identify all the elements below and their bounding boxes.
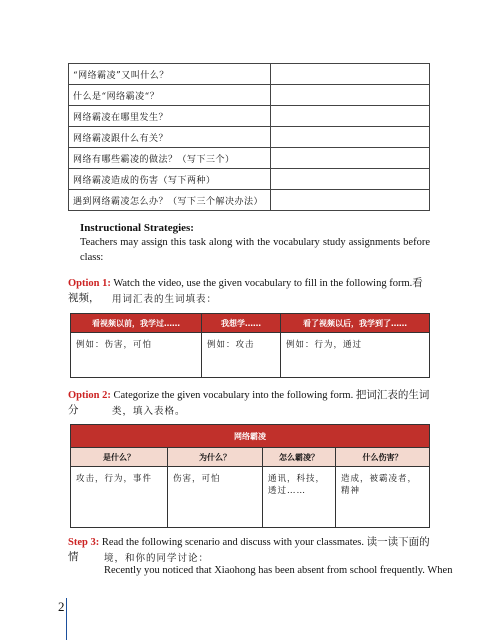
question-row (69, 106, 430, 127)
option2-cell: 通讯，科技，透过…… (263, 467, 336, 528)
option2-cell: 伤害，可怕 (168, 467, 263, 528)
questions-table (68, 63, 430, 211)
answer-cell (271, 169, 430, 190)
answer-cell (271, 106, 430, 127)
answer-cell (271, 127, 430, 148)
step3-text: Read the following scenario and discuss with your classmates. 读一读下面的情 (68, 537, 430, 563)
option2-header: 什么伤害？ (336, 448, 430, 467)
option1-table (70, 313, 430, 378)
option2-text: Categorize the given vocabulary into the following form. 把词汇表的生词分 (68, 390, 430, 416)
question-row (69, 190, 430, 211)
question-cell: 网络霸凌在哪里发生？ (69, 106, 271, 127)
option1-cell: 例如：攻击 (202, 333, 281, 378)
step3-text2: Recently you noticed that Xiaohong has been absent from school frequently. When (104, 565, 453, 576)
option1-cell: 例如：伤害，可怕 (71, 333, 202, 378)
step3-label: Step 3: (68, 537, 100, 548)
question-row (69, 85, 430, 106)
answer-cell (271, 148, 430, 169)
question-row (69, 127, 430, 148)
question-row (69, 169, 430, 190)
option1-cell: 例如：行为，通过 (281, 333, 430, 378)
option2-header: 为什么？ (168, 448, 263, 467)
option1-header: 看视频以前，我学过…… (71, 314, 202, 333)
answer-cell (271, 64, 430, 85)
option1-text: Watch the video, use the given vocabulary to fill in the following form.看视频， (68, 278, 423, 304)
step3-text-cn: 境，和你的同学讨论： (104, 554, 210, 564)
question-cell: “网络霸凌”又叫什么？ (69, 64, 271, 85)
page-number: 2 (58, 599, 65, 614)
question-cell: 网络霸凌跟什么有关？ (69, 127, 271, 148)
option1-header: 看了视频以后，我学到了…… (281, 314, 430, 333)
option2-header: 是什么？ (71, 448, 168, 467)
option2-cell: 造成，被霸凌者，精神 (336, 467, 430, 528)
margin-rule (66, 598, 67, 640)
question-row (69, 64, 430, 85)
question-cell: 网络霸凌造成的伤害（写下两种） (69, 169, 271, 190)
answer-cell (271, 85, 430, 106)
answer-cell (271, 190, 430, 211)
option2-cell: 攻击，行为，事件 (71, 467, 168, 528)
option2-title: 网络霸凌 (71, 425, 430, 448)
option1-text-cn: 用词汇表的生词填表： (112, 295, 218, 305)
option2-header: 怎么霸凌？ (263, 448, 336, 467)
question-cell: 什么是“网络霸凌“？ (69, 85, 271, 106)
question-row (69, 148, 430, 169)
option1-header: 我想学…… (202, 314, 281, 333)
option2-table (70, 424, 430, 528)
option1-label: Option 1: (68, 278, 111, 289)
instructional-text: Teachers may assign this task along with the vocabulary study assignments before class: (80, 237, 430, 263)
option2-label: Option 2: (68, 390, 111, 401)
option2-text-cn: 类，填入表格。 (112, 407, 186, 417)
question-cell: 网络有哪些霸凌的做法？（写下三个） (69, 148, 271, 169)
question-cell: 遇到网络霸凌怎么办？（写下三个解决办法） (69, 190, 271, 211)
instructional-heading: Instructional Strategies: (80, 222, 194, 234)
